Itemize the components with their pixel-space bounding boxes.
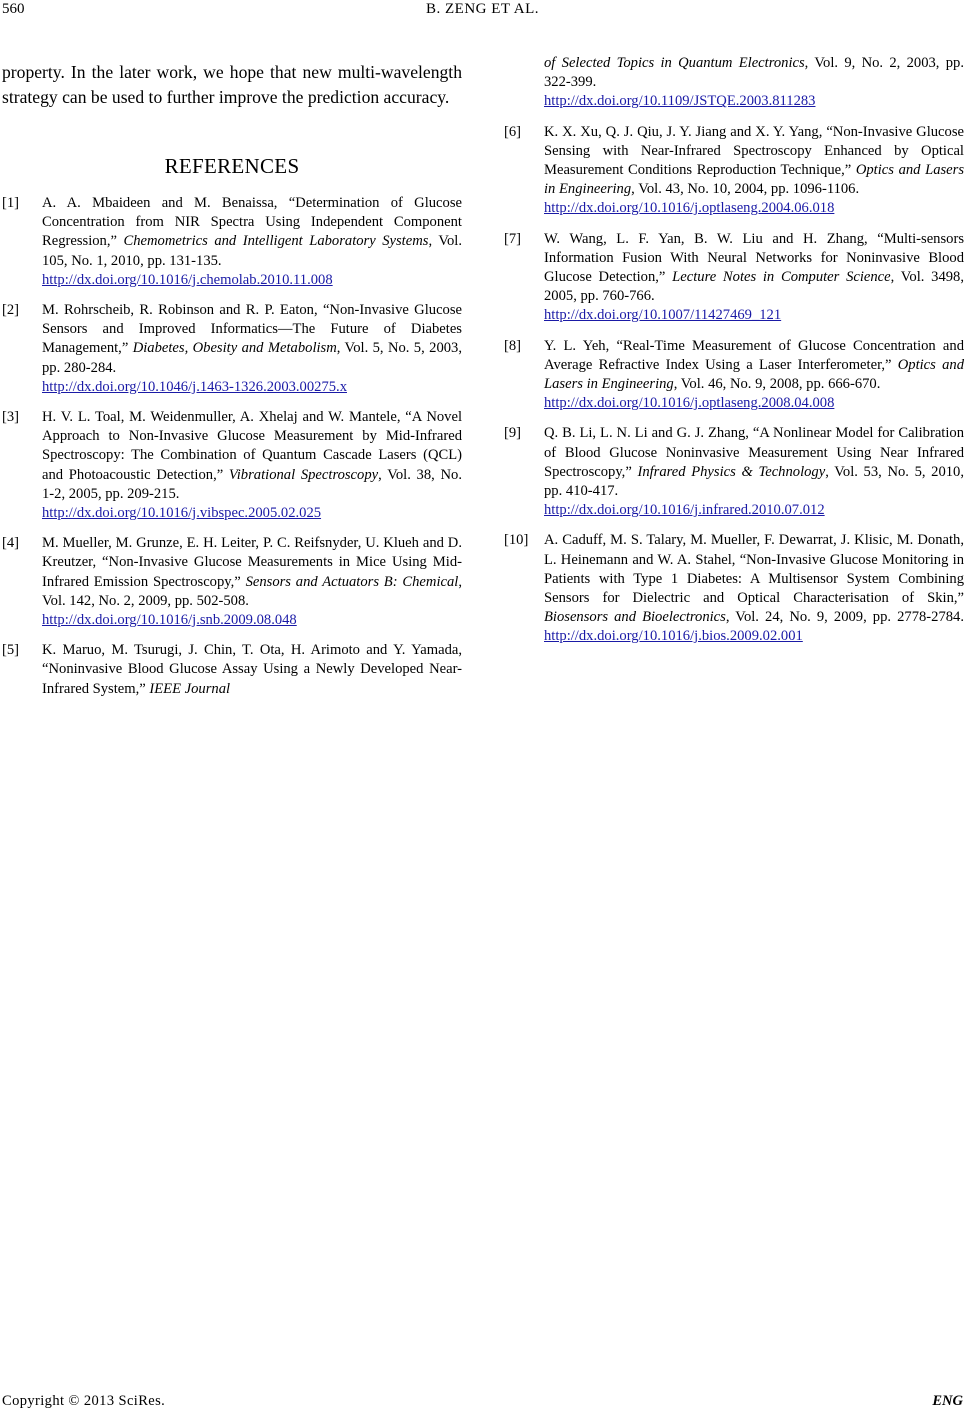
reference-doi-link[interactable]: http://dx.doi.org/10.1016/j.bios.2009.02.001 <box>544 628 803 645</box>
reference-authors-title: M. Mueller, M. Grunze, E. H. Leiter, P. C. Reifsnyder, U. Klueh and D. Kreutzer, “Non-Invasive Glucose Measurements in Mice Using Mid-Infrared Emission Spectroscopy,” <box>42 535 462 590</box>
reference-details: , Vol. 142, No. 2, 2009, pp. 502-508. <box>42 573 462 609</box>
reference-journal: Sensors and Actuators B: Chemical <box>245 573 459 590</box>
reference-doi-link[interactable]: http://dx.doi.org/10.1016/j.vibspec.2005.02.025 <box>42 505 322 522</box>
reference-journal: Optics and Lasers in Engineering <box>544 356 964 393</box>
reference-item <box>2 194 462 290</box>
reference-number: [4] <box>2 535 20 552</box>
reference-list-right <box>504 123 964 647</box>
reference-authors-title: M. Rohrscheib, R. Robinson and R. P. Eaton, “Non-Invasive Glucose Sensors and Improved Informatics—The Future of Diabetes Management,” <box>42 302 462 357</box>
reference-number: [9] <box>504 425 522 442</box>
reference-item <box>2 301 462 397</box>
reference-doi-link[interactable]: http://dx.doi.org/10.1016/j.snb.2009.08.048 <box>42 612 297 629</box>
reference-journal: of Selected Topics in Quantum Electronics <box>544 55 805 71</box>
reference-journal: IEEE Journal <box>149 680 231 697</box>
page-footer <box>0 1393 965 1413</box>
reference-item <box>504 337 964 414</box>
reference-item <box>2 641 462 699</box>
reference-doi-link[interactable]: http://dx.doi.org/10.1016/j.chemolab.2010.11.008 <box>42 271 333 288</box>
reference-item <box>504 531 964 646</box>
reference-journal: Optics and Lasers in Engineering <box>544 162 965 198</box>
reference-doi-link[interactable]: http://dx.doi.org/10.1109/JSTQE.2003.811283 <box>544 93 816 110</box>
reference-continuation <box>504 54 964 112</box>
reference-doi-link[interactable]: http://dx.doi.org/10.1016/j.optlaseng.2008.04.008 <box>544 395 835 412</box>
reference-journal: Biosensors and Bioelectronics <box>544 609 726 626</box>
reference-details: , Vol. 43, No. 10, 2004, pp. 1096-1106. <box>631 181 860 198</box>
reference-doi-link[interactable]: http://dx.doi.org/10.1007/11427469_121 <box>544 307 782 324</box>
reference-doi-link[interactable]: http://dx.doi.org/10.1016/j.infrared.2010.07.012 <box>544 502 825 519</box>
reference-details: , Vol. 9, No. 2, 2003, pp. 322-399. <box>544 55 964 91</box>
reference-authors-title: A. A. Mbaideen and M. Benaissa, “Determination of Glucose Concentration from NIR Spectra Using Independent Component Regression,” <box>42 195 462 250</box>
reference-journal: Lecture Notes in Computer Science <box>672 269 891 286</box>
reference-item <box>504 123 964 219</box>
reference-authors-title: A. Caduff, M. S. Talary, M. Mueller, F. Dewarrat, J. Klisic, M. Donath, L. Heinemann and W. A. Stahel, “Non-Invasive Glucose Monitoring in Patients with Type 1 Diabetes: A Multisensor System Combining Sensors for Dielectric and Optical Characterisation of Skin,” <box>544 532 964 607</box>
reference-authors-title: Y. L. Yeh, “Real-Time Measurement of Glucose Concentration and Average Refractive Index Using a Laser Interferometer,” <box>544 337 964 373</box>
journal-abbreviation: ENG <box>932 1393 963 1409</box>
reference-number: [6] <box>504 123 522 140</box>
reference-details: , Vol. 38, No. 1-2, 2005, pp. 209-215. <box>42 466 462 502</box>
reference-item <box>504 230 964 326</box>
reference-authors-title: K. X. Xu, Q. J. Qiu, J. Y. Jiang and X. Y. Yang, “Non-Invasive Glucose Sensing with Near-Infrared Spectroscopy Enhanced by Optical Measurement Conditions Reproduction Technique,” <box>544 123 964 179</box>
reference-details: , Vol. 46, No. 9, 2008, pp. 666-670. <box>673 376 881 393</box>
reference-number: [10] <box>504 532 529 549</box>
left-column <box>2 58 462 710</box>
reference-details: , Vol. 53, No. 5, 2010, pp. 410-417. <box>544 463 965 500</box>
reference-authors-title: Q. B. Li, L. N. Li and G. J. Zhang, “A Nonlinear Model for Calibration of Blood Glucose Noninvasive Measurement Using Near Infrared Spectroscopy,” <box>544 425 964 480</box>
reference-authors-title: W. Wang, L. F. Yan, B. W. Liu and H. Zhang, “Multi-sensors Information Fusion With Neural Networks for Noninvasive Blood Glucose Detection,” <box>544 230 964 286</box>
running-head: B. ZENG ET AL. <box>426 1 539 17</box>
page-header <box>0 0 965 24</box>
reference-details: , Vol. 5, No. 5, 2003, pp. 280-284. <box>42 340 462 376</box>
reference-journal: Infrared Physics & Technology <box>637 463 826 480</box>
reference-number: [3] <box>2 409 20 426</box>
reference-number: [7] <box>504 230 522 247</box>
reference-journal: Chemometrics and Intelligent Laboratory Systems <box>123 233 429 250</box>
page-number: 560 <box>2 1 25 17</box>
reference-details: , Vol. 105, No. 1, 2010, pp. 131-135. <box>42 233 462 269</box>
reference-number: [1] <box>2 195 20 211</box>
right-column <box>504 54 964 658</box>
reference-number: [2] <box>2 302 20 319</box>
reference-item <box>2 534 462 630</box>
reference-item <box>504 424 964 520</box>
copyright-notice: Copyright © 2013 SciRes. <box>2 1393 166 1409</box>
section-title: REFERENCES <box>164 154 300 178</box>
body-paragraph: property. In the later work, we hope that new multi-wavelength strategy can be used to further improve the prediction accuracy. <box>2 62 462 107</box>
reference-number: [8] <box>504 337 522 354</box>
reference-authors-title: H. V. L. Toal, M. Weidenmuller, A. Xhelaj and W. Mantele, “A Novel Approach to Non-Invasive Glucose Measurement by Mid-Infrared Spectroscopy: The Combination of Quantum Cascade Lasers (QCL) and Photoacoustic Detection,” <box>42 409 462 483</box>
reference-item <box>2 408 462 523</box>
reference-list-left <box>2 194 462 699</box>
reference-authors-title: K. Maruo, M. Tsurugi, J. Chin, T. Ota, H. Arimoto and Y. Yamada, “Noninvasive Blood Glucose Assay Using a Newly Developed Near-Infrared System,” <box>42 642 462 697</box>
reference-details: , Vol. 3498, 2005, pp. 760-766. <box>544 269 964 305</box>
reference-number: [5] <box>2 642 20 659</box>
reference-journal: Diabetes, Obesity and Metabolism <box>132 340 337 357</box>
reference-doi-link[interactable]: http://dx.doi.org/10.1046/j.1463-1326.2003.00275.x <box>42 378 347 395</box>
reference-journal: Vibrational Spectroscopy <box>228 466 379 483</box>
reference-details: , Vol. 24, No. 9, 2009, pp. 2778-2784. <box>725 609 964 626</box>
reference-doi-link[interactable]: http://dx.doi.org/10.1016/j.optlaseng.2004.06.018 <box>544 200 835 217</box>
